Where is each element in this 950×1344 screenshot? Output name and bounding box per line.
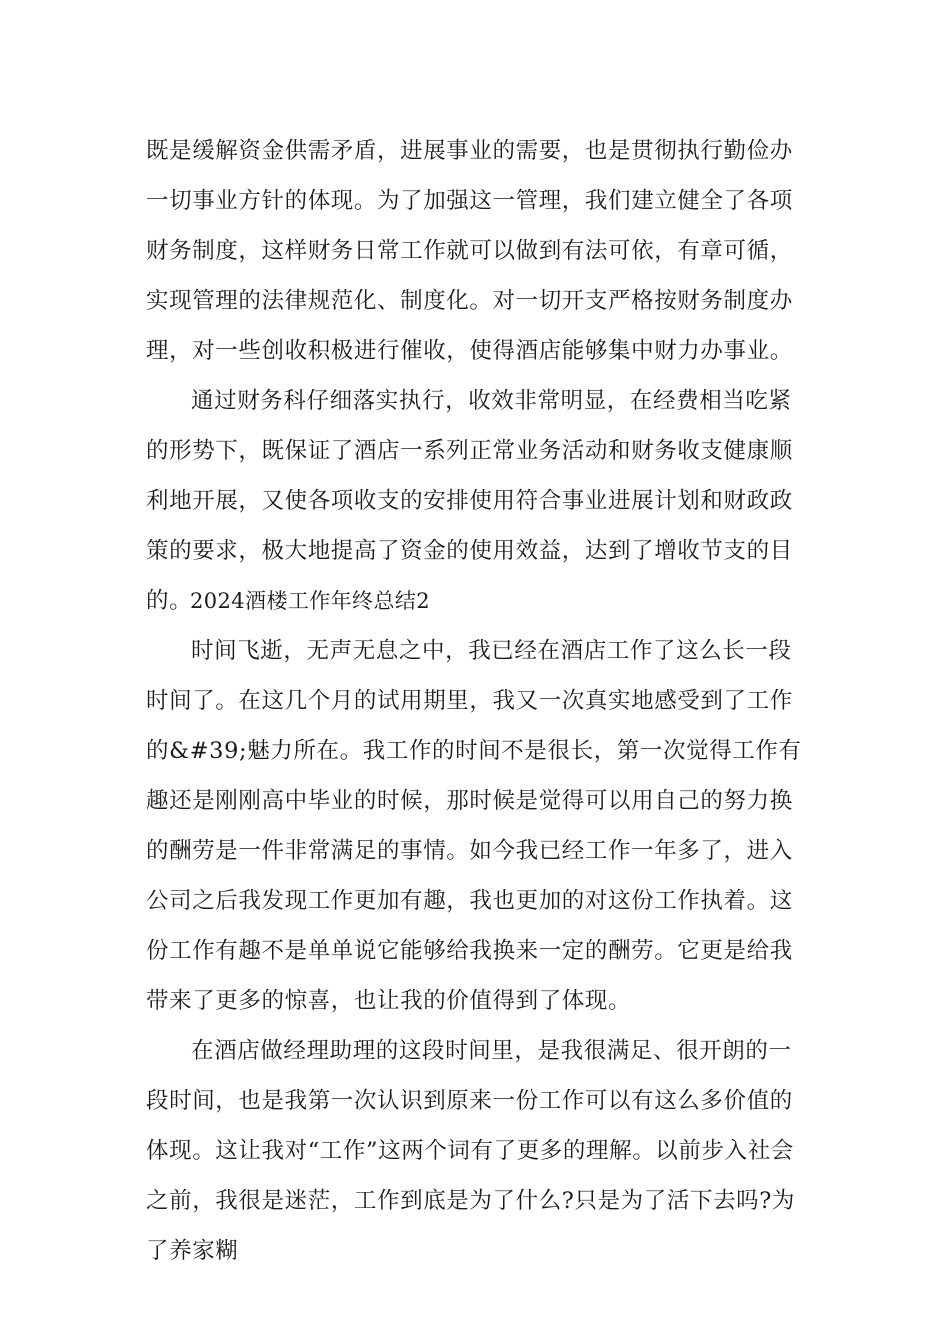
body-paragraph: 时间飞逝，无声无息之中，我已经在酒店工作了这么长一段时间了。在这几个月的试用期里，我又一次真实地感受到了工作的&#39;魅力所在。我工作的时间不是很长，第一次觉得工作有趣还是刚刚高中毕业的时候，那时候是觉得可以用自己的努力换的酬劳是一件非常满足的事情。如今我已经工作一年多了，进入公司之后我发现工作更加有趣，我也更加的对这份工作执着。这份工作有趣不是单单说它能够给我换来一定的酬劳。它更是给我带来了更多的惊喜，也让我的价值得到了体现。 bbox=[146, 638, 802, 1014]
body-paragraph: 通过财务科仔细落实执行，收效非常明显，在经费相当吃紧的形势下，既保证了酒店一系列正常业务活动和财务收支健康顺利地开展，又使各项收支的安排使用符合事业进展计划和财政政策的要求，极大地提高了资金的使用效益，达到了增收节支的目的。 bbox=[146, 388, 793, 614]
body-paragraph: 既是缓解资金供需矛盾，进展事业的需要，也是贯彻执行勤俭办一切事业方针的体现。为了加强这一管理，我们建立健全了各项财务制度，这样财务日常工作就可以做到有法可依，有章可循，实现管理的法律规范化、制度化。对一切开支严格按财务制度办理，对一些创收积极进行催收，使得酒店能够集中财力办事业。 bbox=[146, 138, 793, 364]
section-heading: 2024酒楼工作年终总结2 bbox=[190, 589, 431, 613]
body-paragraph: 在酒店做经理助理的这段时间里，是我很满足、很开朗的一段时间，也是我第一次认识到原来一份工作可以有这么多价值的体现。这让我对“工作”这两个词有了更多的理解。以前步入社会之前，我很是迷茫，工作到底是为了什么?只是为了活下去吗?为了养家糊 bbox=[146, 1038, 796, 1264]
